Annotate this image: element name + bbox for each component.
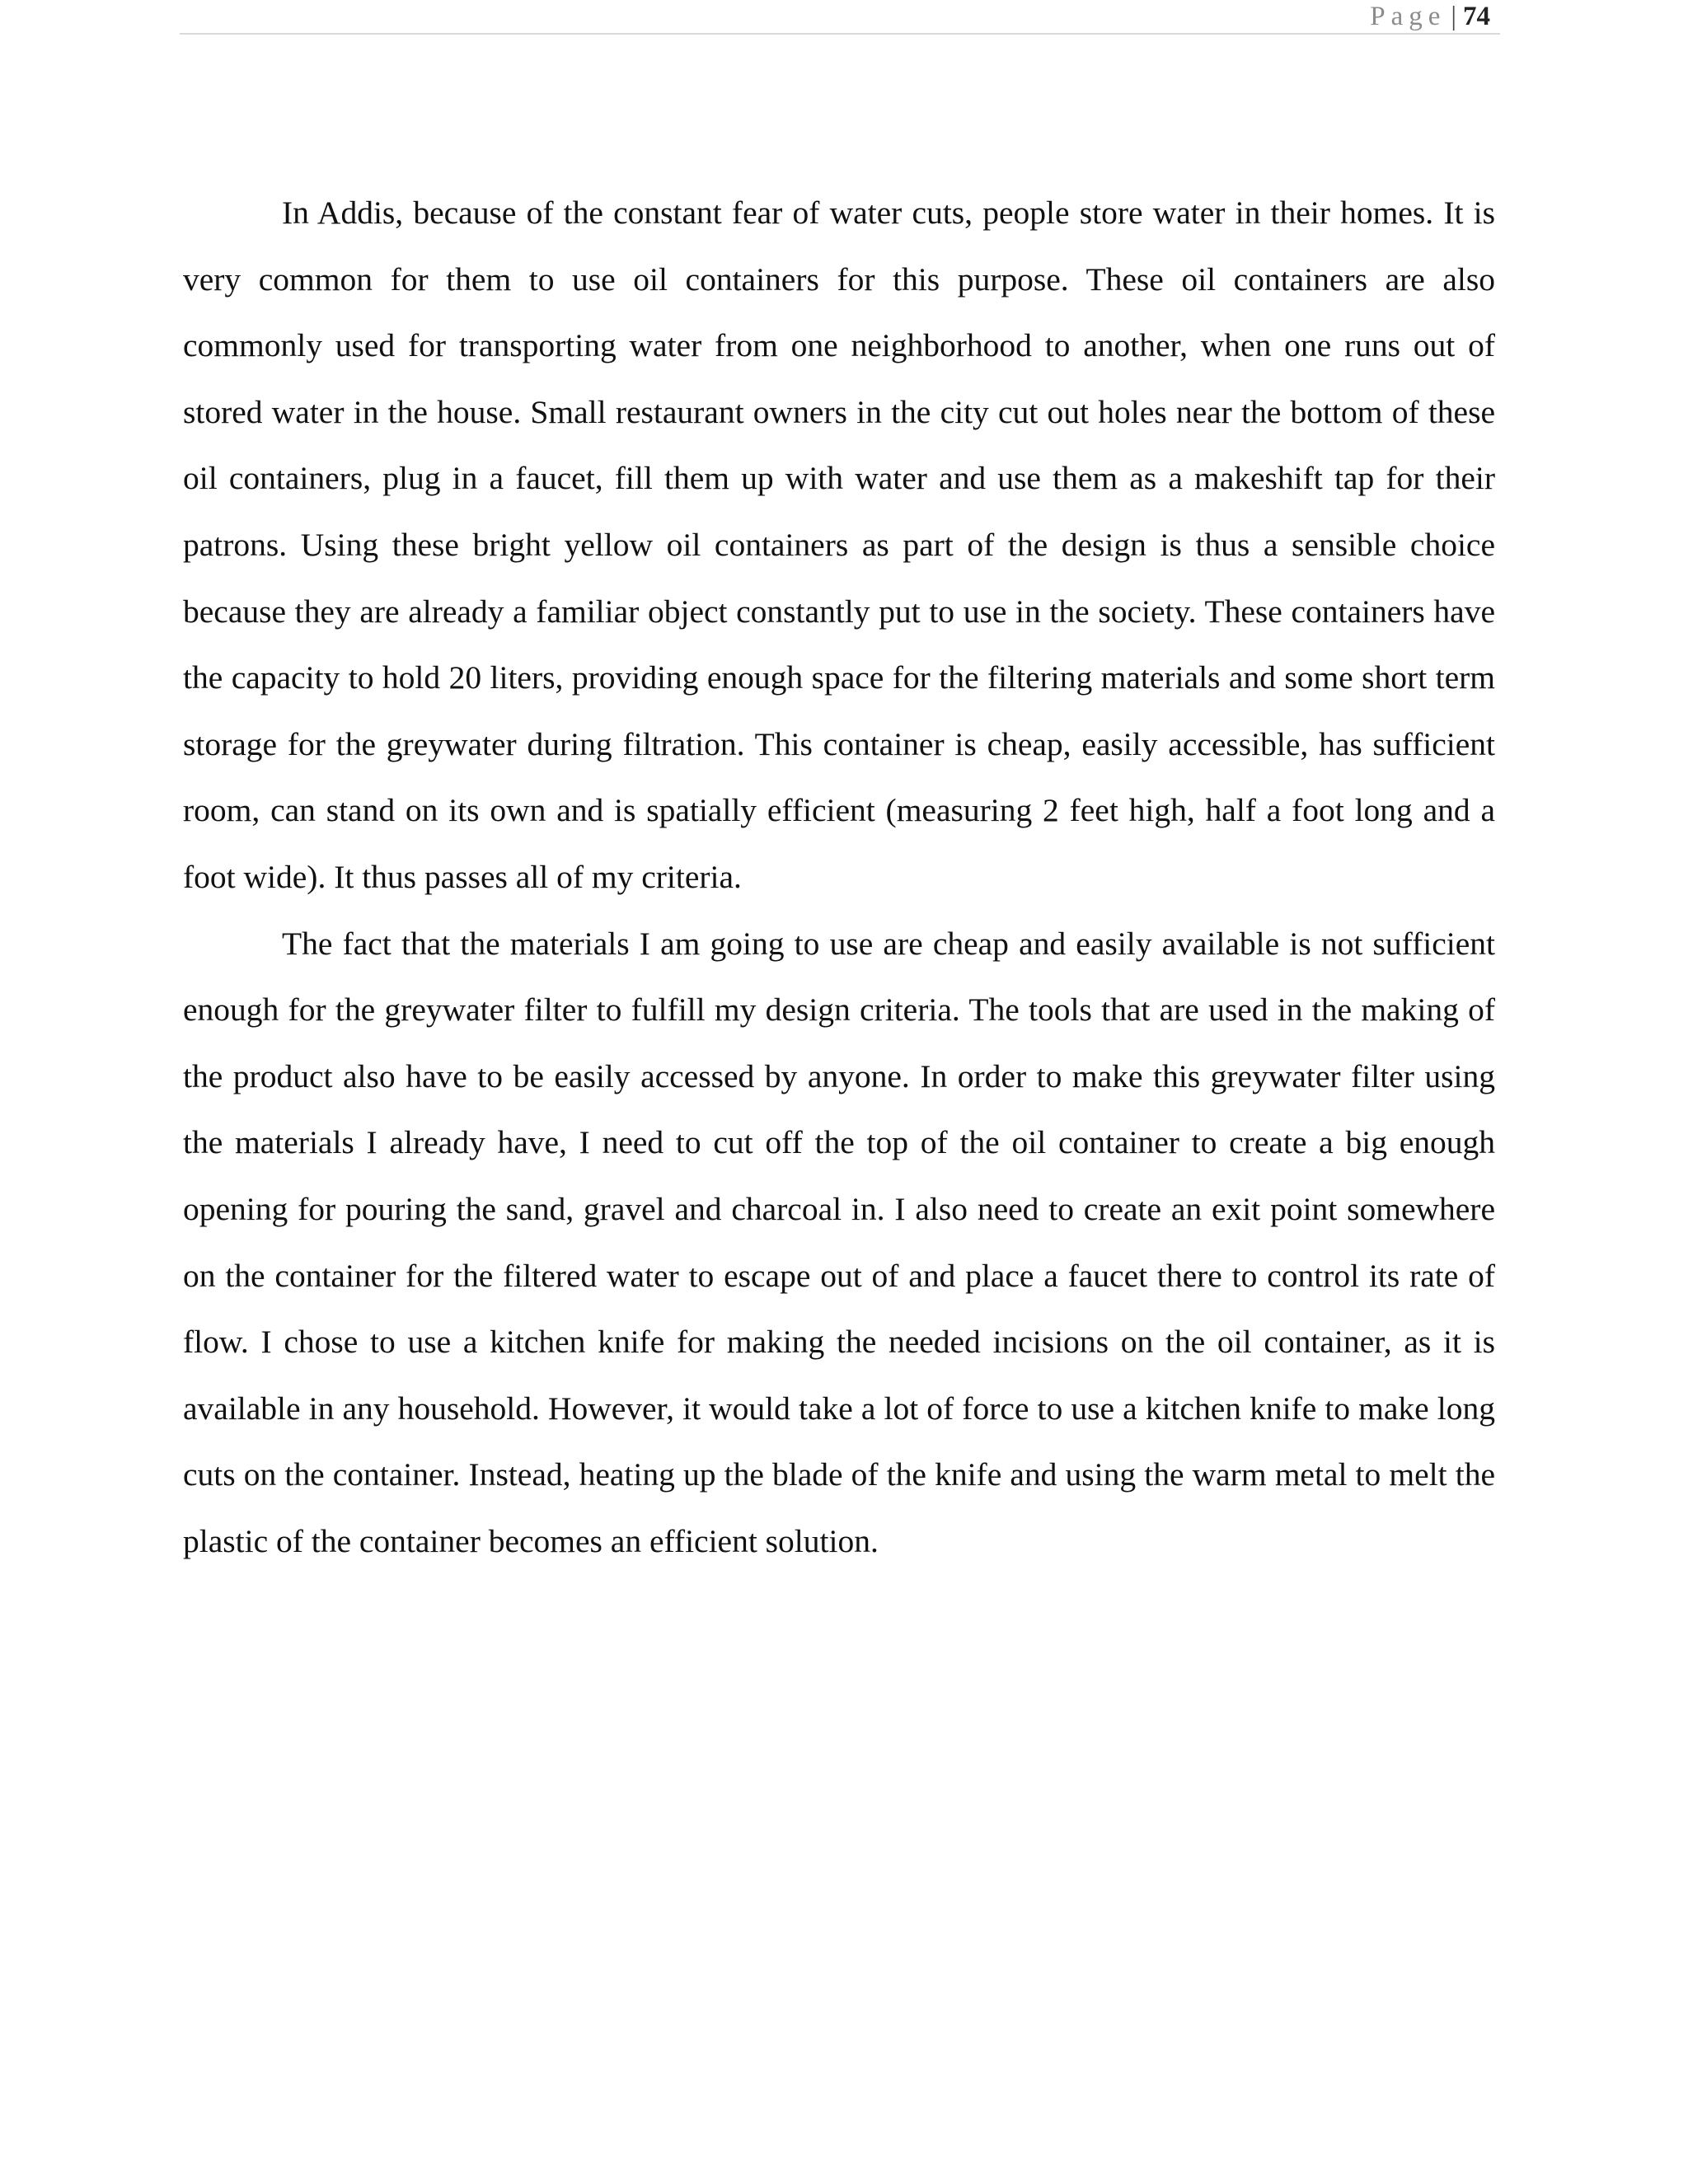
page-separator: |	[1451, 2, 1456, 31]
page-number-label	[1370, 0, 1490, 33]
paragraph-1: In Addis, because of the constant fear of water cuts, people store water in their homes. It is very common for them to use oil containers for this purpose. These oil containers are also commonly used for transporting water from one neighborhood to another, when one runs out of stored water in the house. Small restaurant owners in the city cut out holes near the bottom of these oil containers, plug in a faucet, fill them up with water and use them as a makeshift tap for their patrons. Using these bright yellow oil containers as part of the design is thus a sensible choice because they are already a familiar object constantly put to use in the society. These containers have the capacity to hold 20 liters, providing enough space for the filtering materials and some short term storage for the greywater during filtration. This container is cheap, easily accessible, has sufficient room, can stand on its own and is spatially efficient (measuring 2 feet high, half a foot long and a foot wide). It thus passes all of my criteria.	[183, 194, 1495, 895]
page-number: 74	[1463, 2, 1490, 31]
document-body	[183, 180, 1495, 1574]
page-header	[180, 0, 1500, 35]
paragraph-2: The fact that the materials I am going to use are cheap and easily available is not sufficient enough for the greywater filter to fulfill my design criteria. The tools that are used in the making of the product also have to be easily accessed by anyone. In order to make this greywater filter using the materials I already have, I need to cut off the top of the oil container to create a big enough opening for pouring the sand, gravel and charcoal in. I also need to create an exit point somewhere on the container for the filtered water to escape out of and place a faucet there to control its rate of flow. I chose to use a kitchen knife for making the needed incisions on the oil container, as it is available in any household. However, it would take a lot of force to use a kitchen knife to make long cuts on the container. Instead, heating up the blade of the knife and using the warm metal to melt the plastic of the container becomes an efficient solution.	[183, 925, 1495, 1559]
page-word: Page	[1370, 2, 1447, 31]
